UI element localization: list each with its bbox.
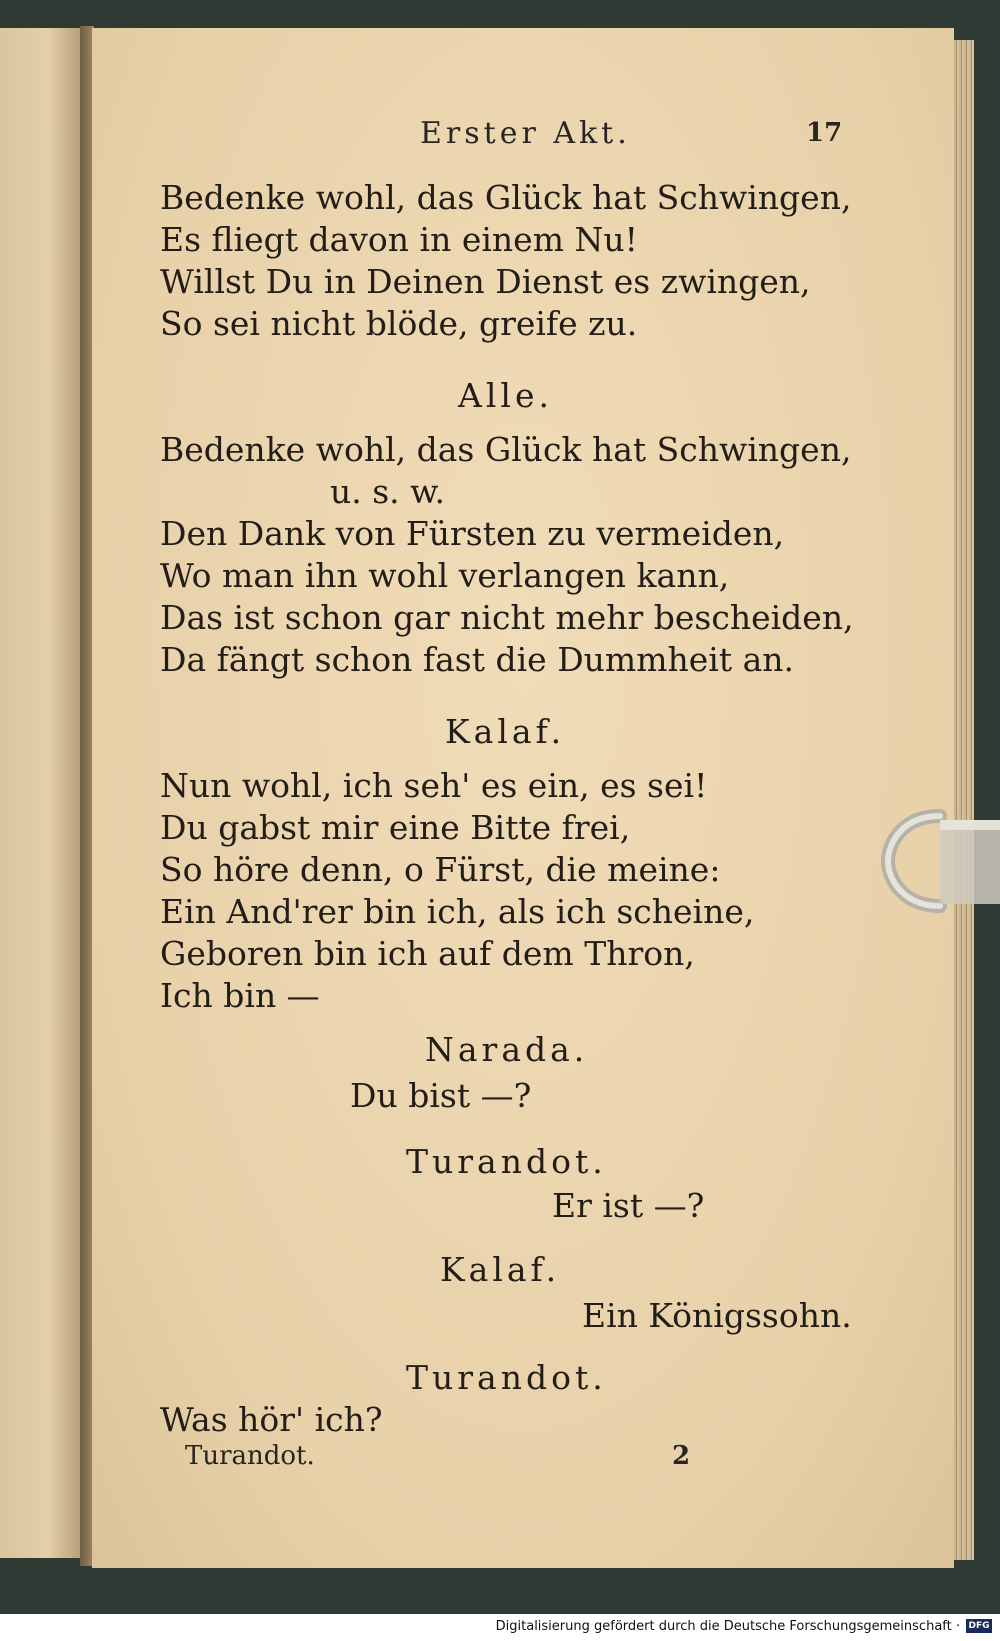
signature-number: 2 [672, 1441, 691, 1471]
verse-line: Das ist schon gar nicht mehr bescheiden, [160, 598, 854, 637]
verse-line: Bedenke wohl, das Glück hat Schwingen, [160, 430, 852, 469]
verse-line: Ich bin — [160, 976, 320, 1015]
verse-line: Es fliegt davon in einem Nu! [160, 220, 638, 259]
verse-line: Du bist —? [350, 1076, 532, 1115]
running-title: Erster Akt. [420, 116, 631, 151]
verse-line: Da fängt schon fast die Dummheit an. [160, 640, 794, 679]
verse-line: Was hör' ich? [160, 1400, 383, 1439]
left-page-edge [0, 28, 86, 1558]
verse-line: u. s. w. [330, 472, 445, 511]
verse-line: Willst Du in Deinen Dienst es zwingen, [160, 262, 811, 301]
speaker-name: Narada. [425, 1030, 589, 1069]
speaker-name: Kalaf. [440, 1250, 561, 1289]
verse-line: So sei nicht blöde, greife zu. [160, 304, 638, 343]
verse-line: Geboren bin ich auf dem Thron, [160, 934, 695, 973]
page-stack-edge [954, 40, 974, 1560]
speaker-name: Turandot. [406, 1142, 607, 1181]
signature-title: Turandot. [185, 1441, 315, 1471]
dfg-logo: DFG [966, 1619, 992, 1633]
verse-line: Du gabst mir eine Bitte frei, [160, 808, 631, 847]
speaker-name: Kalaf. [445, 712, 566, 751]
speaker-name: Turandot. [406, 1358, 607, 1397]
verse-line: Nun wohl, ich seh' es ein, es sei! [160, 766, 708, 805]
verse-line: Den Dank von Fürsten zu vermeiden, [160, 514, 785, 553]
verse-line: Er ist —? [552, 1186, 705, 1225]
verse-line: So höre denn, o Fürst, die meine: [160, 850, 721, 889]
credit-text: Digitalisierung gefördert durch die Deutsche Forschungsgemeinschaft · [495, 1619, 960, 1634]
verse-line: Wo man ihn wohl verlangen kann, [160, 556, 730, 595]
verse-line: Bedenke wohl, das Glück hat Schwingen, [160, 178, 852, 217]
verse-line: Ein And'rer bin ich, als ich scheine, [160, 892, 755, 931]
verse-line: Ein Königssohn. [582, 1296, 852, 1335]
page-clip [880, 806, 1000, 916]
speaker-name: Alle. [458, 376, 553, 415]
page-number: 17 [806, 118, 843, 148]
